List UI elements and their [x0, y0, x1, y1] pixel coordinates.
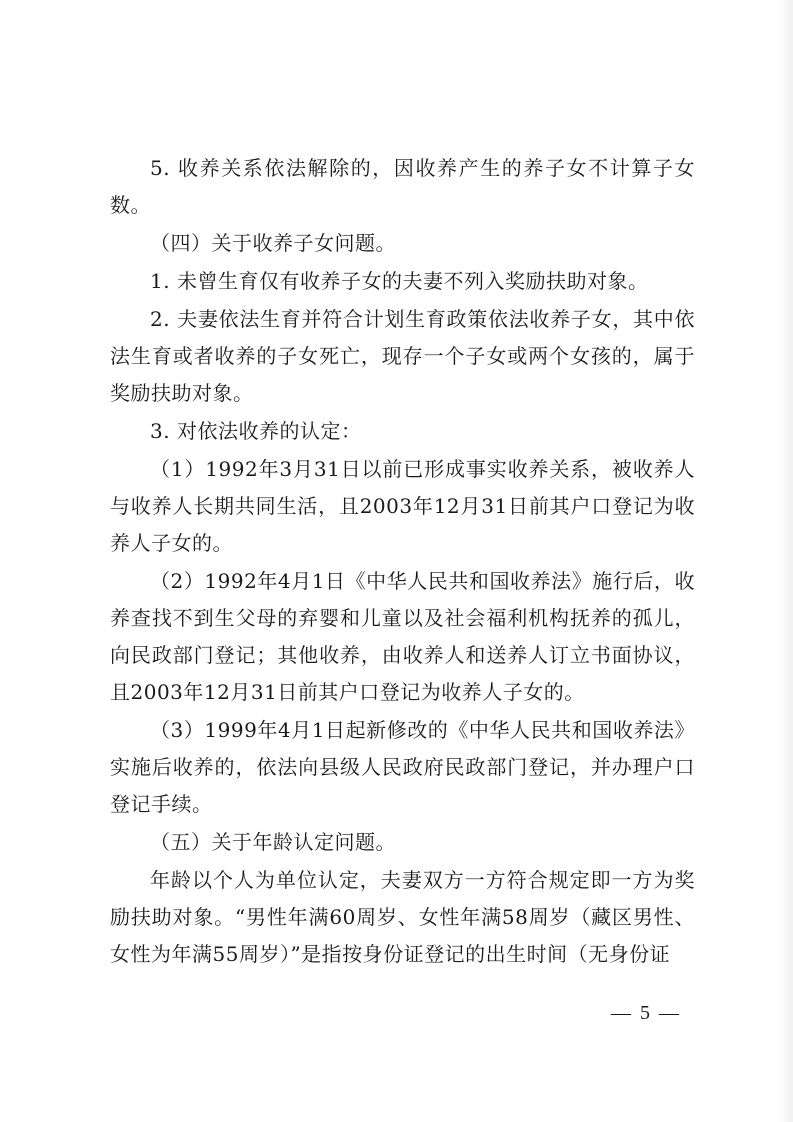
paragraph-age: 年龄以个人为单位认定，夫妻双方一方符合规定即一方为奖励扶助对象。“男性年满60周岁、女性年满58周岁（藏区男性、女性为年满55周岁）”是指按身份证登记的出生时间（无身份证	[110, 868, 695, 966]
section-heading-4: （四）关于收养子女问题。	[150, 231, 396, 255]
page-number: — 5 —	[611, 1002, 681, 1024]
paragraph-sub-3: （3）1999年4月1日起新修改的《中华人民共和国收养法》实施后收养的，依法向县级人民政府民政部门登记，并办理户口登记手续。	[110, 718, 695, 816]
paragraph-item-1: 1. 未曾生育仅有收养子女的夫妻不列入奖励扶助对象。	[150, 269, 649, 293]
section-heading-5: （五）关于年龄认定问题。	[150, 830, 396, 854]
paragraph-sub-2: （2）1992年4月1日《中华人民共和国收养法》施行后，收养查找不到生父母的弃婴和儿童以及社会福利机构抚养的孤儿，向民政部门登记；其他收养，由收养人和送养人订立书面协议，且2003年12月31日前其户口登记为收养人子女的。	[110, 569, 695, 704]
paragraph-item-2: 2. 夫妻依法生育并符合计划生育政策依法收养子女，其中依法生育或者收养的子女死亡，现存一个子女或两个女孩的，属于奖励扶助对象。	[110, 307, 695, 405]
paragraph-item-3: 3. 对依法收养的认定：	[150, 419, 362, 443]
paragraph-item-5: 5. 收养关系依法解除的，因收养产生的养子女不计算子女数。	[110, 156, 695, 217]
page-edge	[779, 0, 793, 1122]
paragraph-sub-1: （1）1992年3月31日以前已形成事实收养关系，被收养人与收养人长期共同生活，且2003年12月31日前其户口登记为收养人子女的。	[110, 457, 695, 555]
document-body	[110, 150, 695, 974]
